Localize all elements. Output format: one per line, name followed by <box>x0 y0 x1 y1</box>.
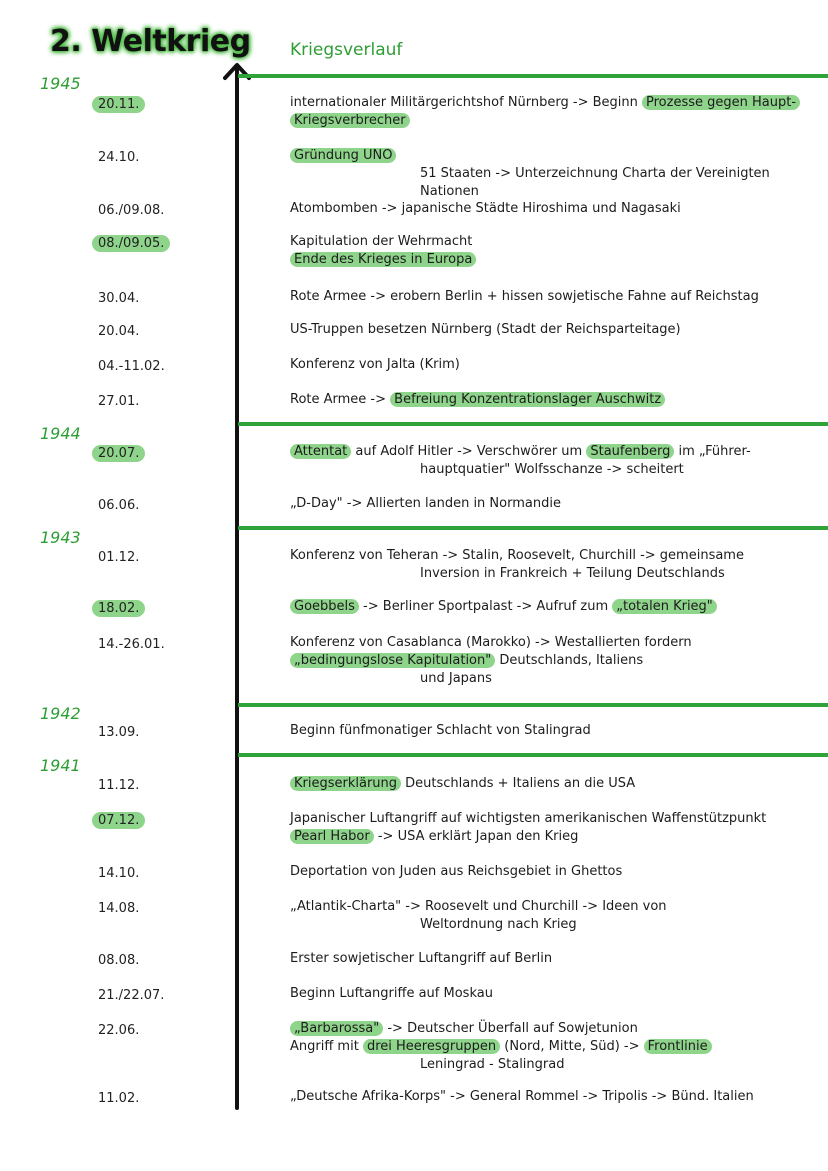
event-line <box>290 251 822 269</box>
event-line <box>290 670 822 688</box>
event-line <box>290 200 822 218</box>
entry-event <box>290 634 822 688</box>
entry-event <box>290 547 822 583</box>
highlighted-text: Ende des Krieges in Europa <box>290 252 476 267</box>
event-text: Rote Armee -> <box>290 392 391 407</box>
event-line <box>290 898 822 916</box>
event-text: US-Truppen besetzen Nürnberg (Stadt der Reichsparteitage) <box>290 322 681 337</box>
event-line <box>290 356 822 374</box>
entry-date: 06.06. <box>98 498 140 513</box>
highlighted-text: Staufenberg <box>586 444 674 459</box>
highlighted-text: Goebbels <box>290 599 359 614</box>
highlighted-text: drei Heeresgruppen <box>363 1039 500 1054</box>
entry-event <box>290 391 822 409</box>
entry-date: 20.04. <box>98 324 140 339</box>
event-line <box>290 1056 822 1074</box>
highlighted-text: Pearl Habor <box>290 829 374 844</box>
page-title: 2. Weltkrieg <box>50 24 251 59</box>
entry-event <box>290 898 822 934</box>
event-line <box>290 288 822 306</box>
event-text: „Deutsche Afrika-Korps" -> General Rommel -> Tripolis -> Bünd. Italien <box>290 1089 754 1104</box>
event-text: Deutschlands + Italiens an die USA <box>401 776 636 791</box>
event-text: auf Adolf Hitler -> Verschwörer um <box>351 444 587 459</box>
entry-event <box>290 233 822 269</box>
highlighted-text: „bedingungslose Kapitulation" <box>290 653 495 668</box>
highlighted-text: Frontlinie <box>644 1039 712 1054</box>
entry-date: 14.10. <box>98 866 140 881</box>
event-text: Erster sowjetischer Luftangriff auf Berlin <box>290 951 553 966</box>
highlighted-text: Prozesse gegen Haupt- <box>642 95 800 110</box>
event-line <box>290 547 822 565</box>
event-line <box>290 863 822 881</box>
event-text: Inversion in Frankreich + Teilung Deutschlands <box>420 566 725 581</box>
event-line <box>290 495 822 513</box>
event-line <box>290 147 822 165</box>
highlighted-text: Gründung UNO <box>290 148 396 163</box>
event-text: im „Führer- <box>674 444 751 459</box>
event-text: -> USA erklärt Japan den Krieg <box>373 829 579 844</box>
entry-date: 14.08. <box>98 901 140 916</box>
entry-date: 18.02. <box>92 600 145 617</box>
event-line <box>290 112 822 130</box>
event-line <box>290 775 822 793</box>
entry-event <box>290 810 822 846</box>
entry-event <box>290 722 822 740</box>
event-text: Japanischer Luftangriff auf wichtigsten amerikanischen Waffenstützpunkt <box>290 811 767 826</box>
entry-event <box>290 1020 822 1074</box>
year-label: 1945 <box>40 74 81 93</box>
entry-date: 13.09. <box>98 725 140 740</box>
event-text: -> Berliner Sportpalast -> Aufruf zum <box>358 599 613 614</box>
entry-event <box>290 775 822 793</box>
highlighted-text: Attentat <box>290 444 351 459</box>
event-line <box>290 1038 822 1056</box>
event-line <box>290 1088 822 1106</box>
entry-event <box>290 863 822 881</box>
year-label: 1943 <box>40 528 81 547</box>
event-text: Angriff mit <box>290 1039 363 1054</box>
year-divider <box>238 753 828 757</box>
event-line <box>290 233 822 251</box>
section-heading: Kriegsverlauf <box>290 40 403 60</box>
entry-event <box>290 950 822 968</box>
event-line <box>290 652 822 670</box>
entry-date: 20.07. <box>92 445 145 462</box>
entry-event <box>290 94 822 130</box>
entry-event <box>290 288 822 306</box>
entry-date: 04.-11.02. <box>98 359 165 374</box>
event-line <box>290 950 822 968</box>
event-text: Deportation von Juden aus Reichsgebiet in Ghettos <box>290 864 623 879</box>
event-text: Leningrad - Stalingrad <box>420 1057 565 1072</box>
event-text: Kapitulation der Wehrmacht <box>290 234 473 249</box>
event-text: Konferenz von Teheran -> Stalin, Roosevelt, Churchill -> gemeinsame <box>290 548 744 563</box>
event-text: internationaler Militärgerichtshof Nürnberg -> Beginn <box>290 95 642 110</box>
highlighted-text: Kriegsverbrecher <box>290 113 410 128</box>
year-divider <box>238 526 828 530</box>
entry-date: 01.12. <box>98 550 140 565</box>
event-line <box>290 443 822 461</box>
event-text: Rote Armee -> erobern Berlin + hissen sowjetische Fahne auf Reichstag <box>290 289 759 304</box>
entry-date: 21./22.07. <box>98 988 165 1003</box>
event-line <box>290 321 822 339</box>
year-label: 1944 <box>40 424 81 443</box>
event-text: -> Deutscher Überfall auf Sowjetunion <box>383 1021 638 1036</box>
event-text: und Japans <box>420 671 492 686</box>
highlighted-text: Befreiung Konzentrationslager Auschwitz <box>390 392 665 407</box>
event-text: Konferenz von Jalta (Krim) <box>290 357 460 372</box>
entry-date: 22.06. <box>98 1023 140 1038</box>
entry-event <box>290 147 822 201</box>
entry-event <box>290 495 822 513</box>
event-line <box>290 461 822 479</box>
event-line <box>290 985 822 1003</box>
year-divider <box>238 74 828 78</box>
entry-date: 20.11. <box>92 96 145 113</box>
event-line <box>290 391 822 409</box>
entry-date: 11.02. <box>98 1091 140 1106</box>
highlighted-text: Kriegserklärung <box>290 776 401 791</box>
entry-event <box>290 443 822 479</box>
year-divider <box>238 422 828 426</box>
event-text: Weltordnung nach Krieg <box>420 917 577 932</box>
highlighted-text: „totalen Krieg" <box>612 599 717 614</box>
event-line <box>290 565 822 583</box>
event-line <box>290 94 822 112</box>
event-text: 51 Staaten -> Unterzeichnung Charta der Vereinigten Nationen <box>420 166 770 199</box>
event-text: Atombomben -> japanische Städte Hiroshima und Nagasaki <box>290 201 681 216</box>
entry-date: 14.-26.01. <box>98 637 165 652</box>
highlighted-text: „Barbarossa" <box>290 1021 383 1036</box>
event-line <box>290 1020 822 1038</box>
event-text: „Atlantik-Charta" -> Roosevelt und Churchill -> Ideen von <box>290 899 667 914</box>
event-text: Beginn fünfmonatiger Schlacht von Stalingrad <box>290 723 591 738</box>
entry-date: 06./09.08. <box>98 203 165 218</box>
event-line <box>290 165 822 201</box>
event-text: (Nord, Mitte, Süd) -> <box>500 1039 644 1054</box>
entry-event <box>290 321 822 339</box>
event-text: „D-Day" -> Allierten landen in Normandie <box>290 496 561 511</box>
event-line <box>290 916 822 934</box>
event-line <box>290 598 822 616</box>
entry-event <box>290 598 822 616</box>
entry-event <box>290 356 822 374</box>
entry-date: 30.04. <box>98 291 140 306</box>
entry-date: 24.10. <box>98 150 140 165</box>
event-text: Konferenz von Casablanca (Marokko) -> Westallierten fordern <box>290 635 692 650</box>
entry-date: 27.01. <box>98 394 140 409</box>
entry-event <box>290 985 822 1003</box>
event-line <box>290 634 822 652</box>
year-label: 1941 <box>40 756 81 775</box>
event-line <box>290 722 822 740</box>
event-text: Beginn Luftangriffe auf Moskau <box>290 986 493 1001</box>
event-text: hauptquatier" Wolfsschanze -> scheitert <box>420 462 684 477</box>
entry-date: 08.08. <box>98 953 140 968</box>
entry-date: 11.12. <box>98 778 140 793</box>
year-label: 1942 <box>40 704 81 723</box>
entry-event <box>290 200 822 218</box>
event-line <box>290 828 822 846</box>
entry-date: 07.12. <box>92 812 145 829</box>
entry-date: 08./09.05. <box>92 235 170 252</box>
year-divider <box>238 703 828 707</box>
entry-event <box>290 1088 822 1106</box>
event-text: Deutschlands, Italiens <box>495 653 644 668</box>
timeline-axis <box>235 66 239 1110</box>
event-line <box>290 810 822 828</box>
